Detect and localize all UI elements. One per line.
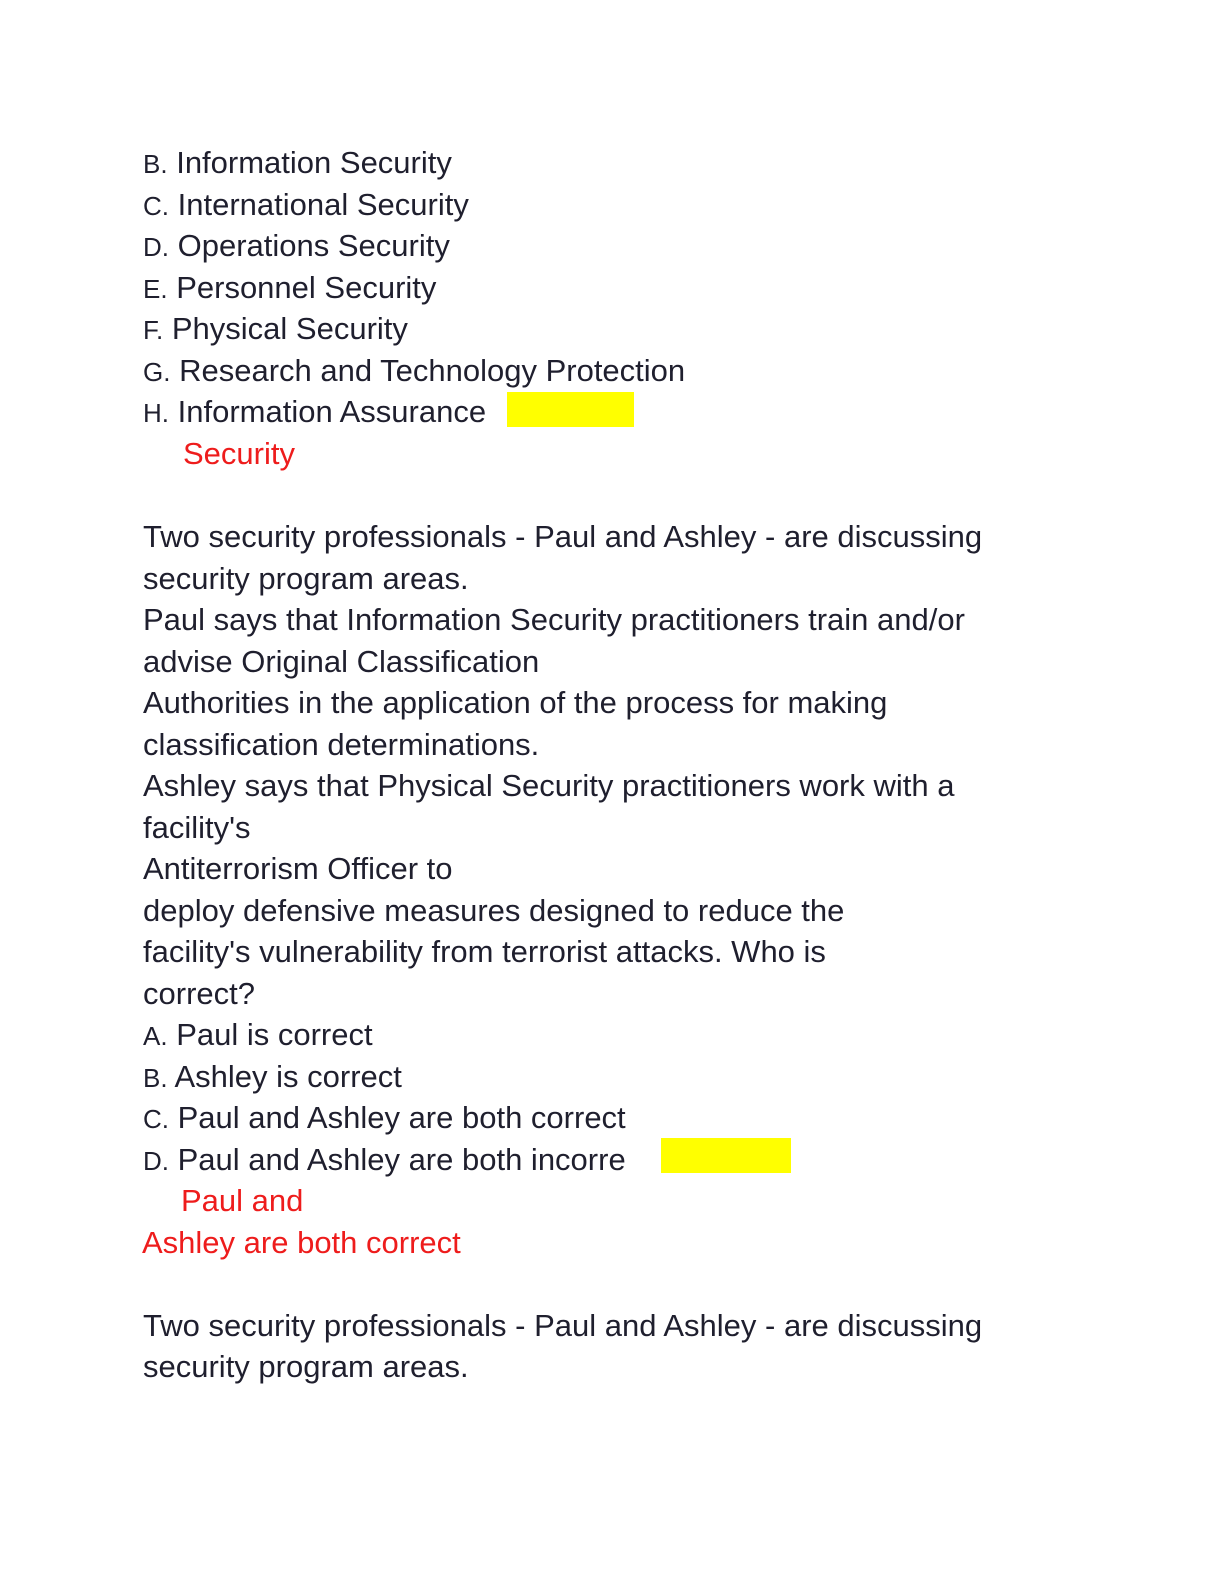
option-letter: G. — [143, 357, 171, 387]
question-line: Two security professionals - Paul and Ashley - are discussing — [143, 1308, 983, 1343]
option-b-ashley-correct — [143, 1059, 402, 1096]
question-line: correct? — [143, 976, 255, 1011]
option-text: Paul and Ashley are both correct — [177, 1100, 626, 1135]
option-letter: C. — [143, 191, 169, 221]
answer-text: Security — [183, 436, 295, 471]
option-g-research-technology-protection — [143, 353, 685, 390]
option-h-information-assurance — [143, 394, 486, 431]
option-c-both-correct — [143, 1100, 626, 1137]
option-text: International Security — [177, 187, 469, 222]
question-line: security program areas. — [143, 1349, 469, 1384]
option-a-paul-correct — [143, 1017, 373, 1054]
option-letter: D. — [143, 1146, 169, 1176]
question-line: Antiterrorism Officer to — [143, 851, 453, 886]
option-e-personnel-security — [143, 270, 436, 307]
option-letter: D. — [143, 232, 169, 262]
option-letter: H. — [143, 398, 169, 428]
question-line: advise Original Classification — [143, 644, 540, 679]
answer-text: Paul and — [181, 1183, 304, 1218]
question-line: classification determinations. — [143, 727, 540, 762]
option-text: Physical Security — [171, 311, 408, 346]
option-c-international-security — [143, 187, 469, 224]
question-line: Ashley says that Physical Security practitioners work with a — [143, 768, 955, 803]
option-text: Paul and Ashley are both incorre — [177, 1142, 626, 1177]
option-text: Information Security — [176, 145, 452, 180]
question-line: Authorities in the application of the process for making — [143, 685, 888, 720]
option-d-operations-security — [143, 228, 450, 265]
question-line: Two security professionals - Paul and Ashley - are discussing — [143, 519, 983, 554]
highlight-mark — [661, 1138, 791, 1173]
option-letter: B. — [143, 149, 168, 179]
question-line: Paul says that Information Security practitioners train and/or — [143, 602, 965, 637]
option-d-both-incorrect — [143, 1142, 626, 1179]
option-text: Research and Technology Protection — [179, 353, 686, 388]
option-text: Operations Security — [177, 228, 450, 263]
option-text: Paul is correct — [176, 1017, 373, 1052]
question-line: facility's — [143, 810, 251, 845]
option-letter: E. — [143, 274, 168, 304]
highlight-mark — [507, 392, 634, 427]
answer-text: Ashley are both correct — [142, 1225, 461, 1260]
option-text: Information Assurance — [177, 394, 487, 429]
option-letter: A. — [143, 1021, 168, 1051]
option-text: Ashley is correct — [174, 1059, 402, 1094]
question-line: deploy defensive measures designed to reduce the — [143, 893, 845, 928]
option-b-information-security — [143, 145, 452, 182]
option-letter: F. — [143, 315, 164, 345]
option-letter: B. — [143, 1063, 168, 1093]
option-text: Personnel Security — [176, 270, 437, 305]
option-letter: C. — [143, 1104, 169, 1134]
question-line: security program areas. — [143, 561, 469, 596]
option-f-physical-security — [143, 311, 408, 348]
question-line: facility's vulnerability from terrorist attacks. Who is — [143, 934, 826, 969]
